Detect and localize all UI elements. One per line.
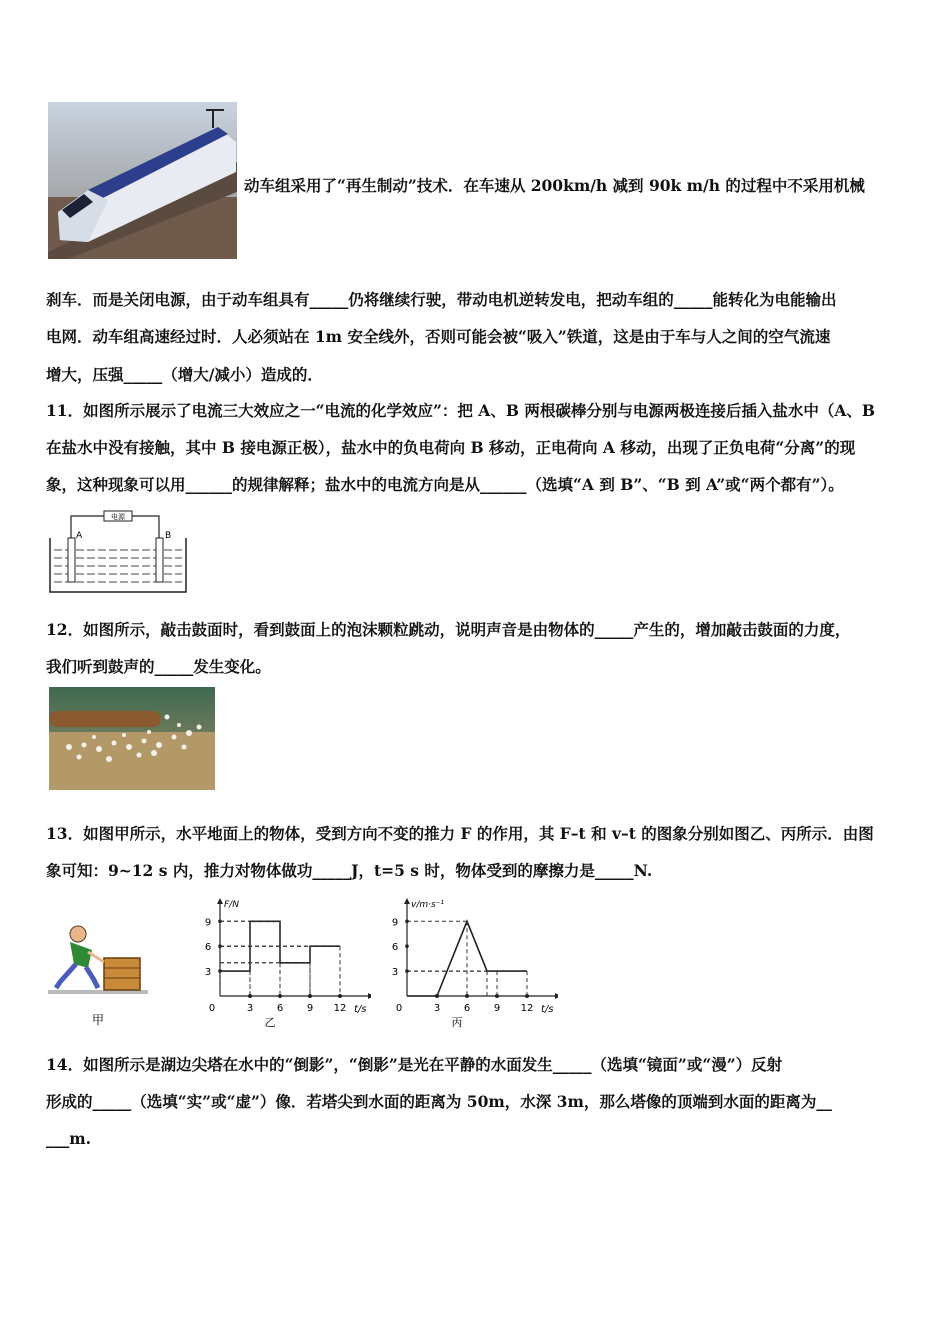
vt-ylabel: v/m·s⁻¹: [411, 900, 445, 910]
ft-x-tick-label: 9: [306, 1003, 314, 1014]
intro-line-3: 电网．动车组高速经过时．人必须站在 1m 安全线外，否则可能会被“吸入”铁道，这是由于车与人之间的空气流速: [46, 327, 831, 346]
vt-y-tick-dot: [405, 944, 409, 948]
vt-y-tick-label: 3: [391, 967, 399, 979]
ft-x-tick-label: 12: [333, 1003, 347, 1014]
vt-x-tick-label: 9: [493, 1003, 501, 1014]
q14-line-2: 形成的_____（选填“实”或“虚”）像．若塔尖到水面的距离为 50m，水深 3m，那么塔像的顶端到水面的距离为__: [46, 1092, 832, 1111]
vt-x-tick-label: 3: [433, 1003, 441, 1014]
q12-line-2: 我们听到鼓声的_____发生变化。: [46, 657, 271, 676]
box: [104, 958, 140, 990]
power-source-label: 电源: [111, 513, 125, 521]
q11-line-3: 象，这种现象可以用______的规律解释；盐水中的电流方向是从______（选填“A 到 B”、“B 到 A”或“两个都有”）。: [46, 475, 844, 494]
q14-line-3: ___m.: [46, 1129, 92, 1148]
q12-line-1: 12．如图所示，敲击鼓面时，看到鼓面上的泡沫颗粒跳动，说明声音是由物体的_____产生的，增加敲击鼓面的力度，: [46, 620, 851, 639]
train-image: [48, 102, 237, 259]
f-t-chart: [196, 896, 371, 1031]
ft-x-tick-label: 3: [246, 1003, 254, 1014]
drum-foam-image: [49, 687, 215, 790]
pushing-box-figure: [48, 912, 152, 1030]
carbon-rod-b: [156, 538, 163, 582]
q11-line-2: 在盐水中没有接触，其中 B 接电源正极），盐水中的负电荷向 B 移动，正电荷向 A 移动，出现了正负电荷“分离”的现: [46, 438, 856, 457]
ft-x-tick-label: 6: [276, 1003, 284, 1014]
ft-xlabel: t/s: [354, 1004, 367, 1015]
ft-y-tick-label: 3: [204, 967, 212, 979]
vt-x-arrow: [555, 993, 558, 999]
ft-x-tick-label: 0: [208, 1003, 216, 1014]
fig-jia-label: 甲: [92, 1013, 105, 1027]
intro-line-1: 动车组采用了“再生制动”技术．在车速从 200km/h 减到 90k m/h 的过程中不采用机械: [244, 176, 865, 195]
vt-x-tick-label: 0: [395, 1003, 403, 1014]
v-t-chart: [383, 896, 558, 1031]
vt-y-tick-label: 9: [391, 917, 399, 929]
label-b: B: [165, 531, 172, 541]
ft-x-arrow: [368, 993, 371, 999]
intro-line-2: 刹车．而是关闭电源，由于动车组具有_____仍将继续行驶，带动电机逆转发电，把动车组的_____能转化为电能输出: [46, 290, 837, 309]
vt-x-tick-label: 6: [463, 1003, 471, 1014]
q13-line-2: 象可知：9~12 s 内，推力对物体做功_____J，t=5 s 时，物体受到的摩擦力是_____N.: [46, 861, 653, 880]
ft-figure-label: 乙: [264, 1016, 276, 1029]
ft-ylabel: F/N: [224, 900, 239, 910]
ft-y-tick-label: 9: [204, 917, 212, 929]
label-a: A: [76, 531, 83, 541]
vt-x-tick-label: 12: [520, 1003, 534, 1014]
carbon-rod-a: [68, 538, 75, 582]
ft-y-tick-label: 6: [204, 942, 212, 954]
vt-figure-label: 丙: [451, 1016, 463, 1029]
vt-y-tick-label: 6: [391, 942, 399, 954]
vt-xlabel: t/s: [541, 1004, 554, 1015]
q11-line-1: 11．如图所示展示了电流三大效应之一“电流的化学效应”：把 A、B 两根碳棒分别与电源两极连接后插入盐水中（A、B: [46, 401, 875, 420]
q14-line-1: 14．如图所示是湖边尖塔在水中的“倒影”，“倒影”是光在平静的水面发生_____（选填“镜面”或“漫”）反射: [46, 1055, 783, 1074]
intro-line-4: 增大，压强_____（增大/减小）造成的．: [46, 365, 323, 384]
q13-line-1: 13．如图甲所示，水平地面上的物体，受到方向不变的推力 F 的作用，其 F–t 和 v–t 的图象分别如图乙、丙所示．由图: [46, 824, 874, 843]
electrolysis-figure: [48, 508, 188, 594]
vt-y-arrow: [404, 898, 410, 904]
ft-y-arrow: [217, 898, 223, 904]
